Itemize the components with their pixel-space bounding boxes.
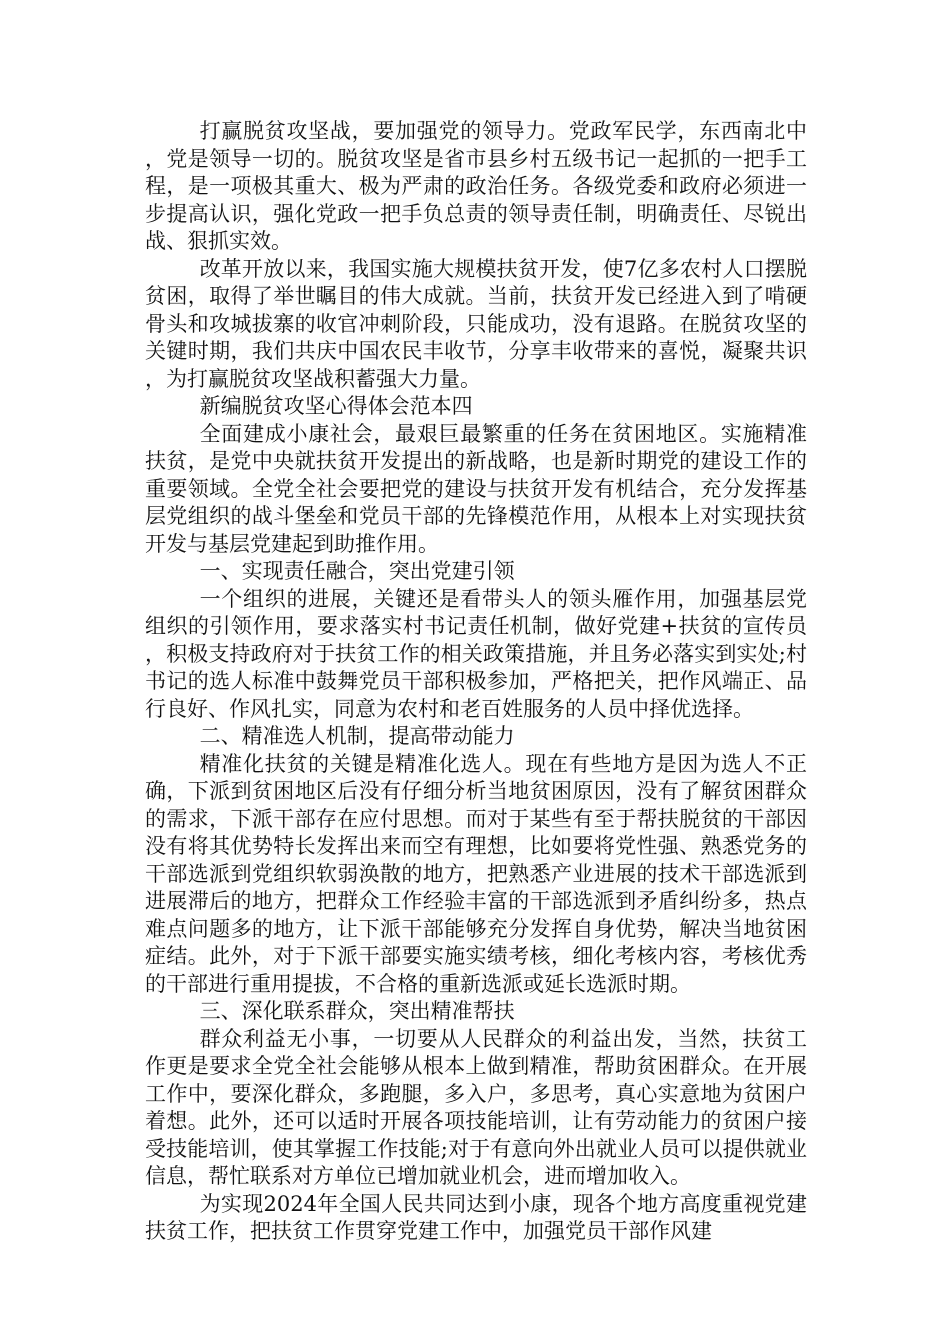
paragraph: 打赢脱贫攻坚战，要加强党的领导力。党政军民学，东西南北中，党是领导一切的。脱贫攻坚是省市县乡村五级书记一起抓的一把手工程，是一项极其重大、极为严肃的政治任务。各级党委和政府必须进一步提高认识，强化党政一把手负总责的领导责任制，明确责任、尽锐出战、狠抓实效。 <box>145 119 807 253</box>
section-title: 新编脱贫攻坚心得体会范本四 <box>199 394 473 418</box>
section-heading-3: 三、深化联系群众，突出精准帮扶 <box>199 999 515 1023</box>
paragraph: 一个组织的进展，关键还是看带头人的领头雁作用，加强基层党组织的引领作用，要求落实村书记责任机制，做好党建+扶贫的宣传员，积极支持政府对于扶贫工作的相关政策措施，并且务必落实到实处;村书记的选人标准中鼓舞党员干部积极参加，严格把关，把作风端正、品行良好、作风扎实，同意为农村和老百姓服务的人员中择优选择。 <box>145 586 807 721</box>
paragraph: 为实现2024年全国人民共同达到小康，现各个地方高度重视党建扶贫工作，把扶贫工作贯穿党建工作中，加强党员干部作风建 <box>145 1191 807 1243</box>
paragraph: 全面建成小康社会，最艰巨最繁重的任务在贫困地区。实施精准扶贫，是党中央就扶贫开发提出的新战略，也是新时期党的建设工作的重要领域。全党全社会要把党的建设与扶贫开发有机结合，充分发挥基层党组织的战斗堡垒和党员干部的先锋模范作用，从根本上对实现扶贫开发与基层党建起到助推作用。 <box>145 421 807 556</box>
paragraph: 精准化扶贫的关键是精准化选人。现在有些地方是因为选人不正确，下派到贫困地区后没有仔细分析当地贫困原因，没有了解贫困群众的需求，下派干部存在应付思想。而对于某些有至于帮扶脱贫的干部因没有将其优势特长发挥出来而空有理想，比如要将党性强、熟悉党务的干部选派到党组织软弱涣散的地方，把熟悉产业进展的技术干部选派到进展滞后的地方，把群众工作经验丰富的干部选派到矛盾纠纷多，热点难点问题多的地方，让下派干部能够充分发挥自身优势，解决当地贫困症结。此外，对于下派干部要实施实绩考核，细化考核内容，考核优秀的干部进行重用提拔，不合格的重新选派或延长选派时期。 <box>145 751 807 996</box>
section-heading-2: 二、精准选人机制，提高带动能力 <box>199 724 515 748</box>
section-heading-1: 一、实现责任融合，突出党建引领 <box>199 559 515 583</box>
paragraph: 改革开放以来，我国实施大规模扶贫开发，使7亿多农村人口摆脱贫困，取得了举世瞩目的伟大成就。当前，扶贫开发已经进入到了啃硬骨头和攻城拔寨的收官冲刺阶段，只能成功，没有退路。在脱贫攻坚的关键时期，我们共庆中国农民丰收节，分享丰收带来的喜悦，凝聚共识，为打赢脱贫攻坚战积蓄强大力量。 <box>145 256 807 391</box>
paragraph: 群众利益无小事，一切要从人民群众的利益出发，当然，扶贫工作更是要求全党全社会能够从根本上做到精准，帮助贫困群众。在开展工作中，要深化群众，多跑腿，多入户，多思考，真心实意地为贫困户着想。此外，还可以适时开展各项技能培训，让有劳动能力的贫困户接受技能培训，使其掌握工作技能;对于有意向外出就业人员可以提供就业信息，帮忙联系对方单位已增加就业机会，进而增加收入。 <box>145 1026 807 1188</box>
document-body <box>145 118 807 1246</box>
